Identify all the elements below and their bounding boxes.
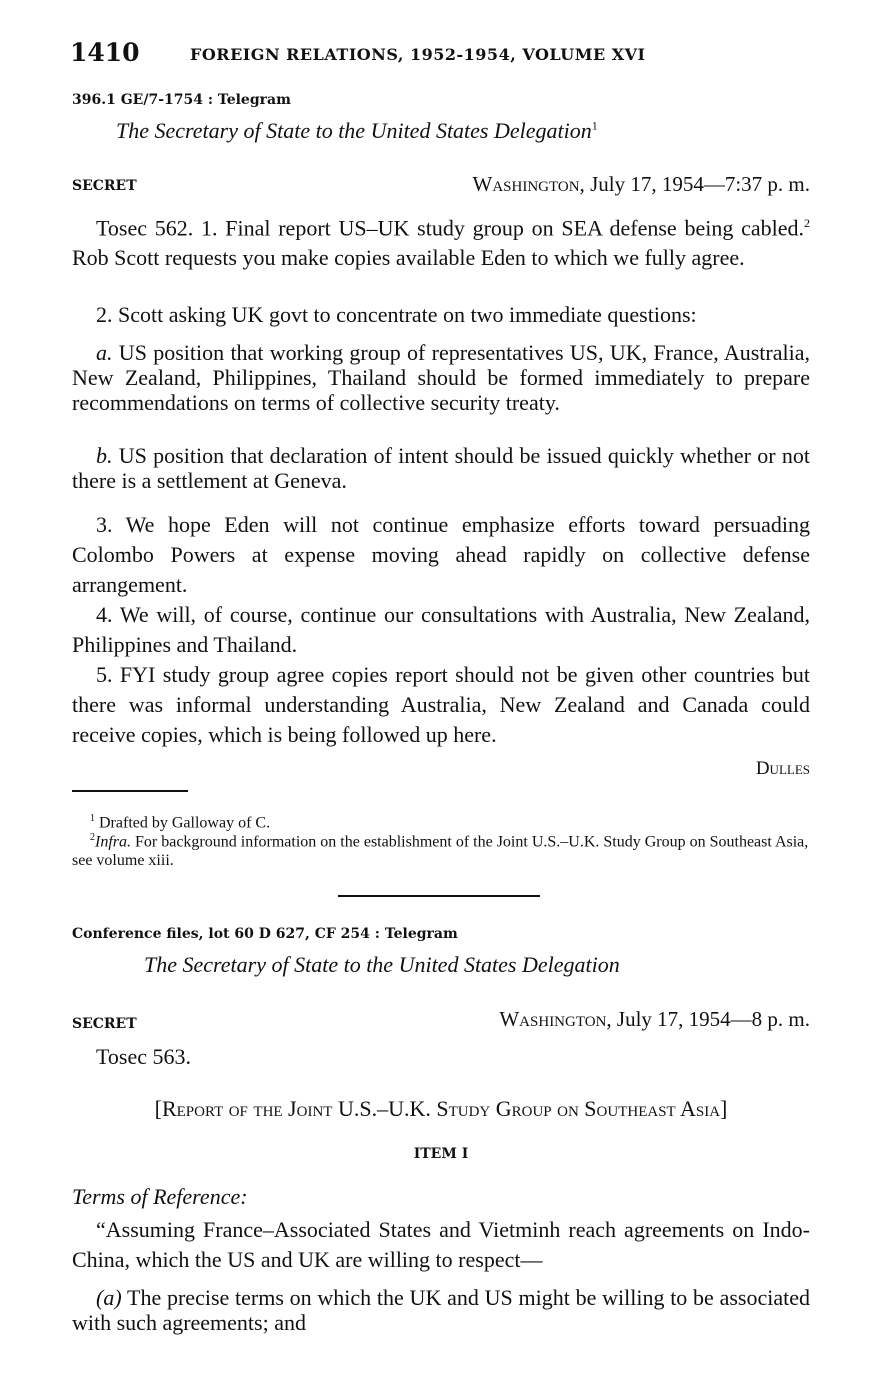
doc1-title-text: The Secretary of State to the United States Delegation <box>116 118 592 143</box>
doc1-signature: Dulles <box>755 758 810 779</box>
footnote-2-emphasis: Infra. <box>95 833 131 851</box>
footnote-2 <box>72 828 810 870</box>
section-divider <box>338 895 540 897</box>
running-title: FOREIGN RELATIONS, 1952-1954, VOLUME XVI <box>190 45 646 64</box>
footnote-2-text: For background information on the establishment of the Joint U.S.–U.K. Study Group on Southeast Asia, see volume xiii. <box>72 833 809 870</box>
doc1-p1-part-b: Rob Scott requests you make copies available Eden to which we fully agree. <box>72 245 745 271</box>
footnote-1-mark: 1 <box>90 813 95 824</box>
doc2-classification: SECRET <box>72 1016 137 1032</box>
doc1-paragraph-5: 5. FYI study group agree copies report should not be given other countries but there was informal understanding Australia, New Zealand and Canada could receive copies, which is being followed up here. <box>72 662 810 747</box>
footnote-2-mark: 2 <box>90 832 95 843</box>
doc1-paragraph-a <box>72 340 810 415</box>
doc1-title <box>116 118 598 144</box>
report-heading: [Report of the Joint U.S.–U.K. Study Group on Southeast Asia] <box>154 1096 728 1121</box>
terms-pa-text: The precise terms on which the UK and US might be willing to be associated with such agreements; and <box>72 1285 810 1335</box>
terms-pa-label: (a) <box>96 1285 122 1310</box>
doc1-dateline-place: Washington, <box>472 172 585 196</box>
doc1-p1-footnote-mark: 2 <box>804 216 810 230</box>
footnote-rule <box>72 790 188 792</box>
doc1-pb-label: b. <box>96 443 113 468</box>
doc2-dateline <box>499 1007 810 1032</box>
doc1-source: 396.1 GE/7-1754 : Telegram <box>72 92 291 108</box>
doc1-paragraph-4: 4. We will, of course, continue our consultations with Australia, New Zealand, Philippines and Thailand. <box>72 602 810 657</box>
doc2-source: Conference files, lot 60 D 627, CF 254 : Telegram <box>72 926 458 942</box>
doc2-tosec: Tosec 563. <box>96 1044 191 1069</box>
doc1-p1-part-a: Tosec 562. 1. Final report US–UK study group on SEA defense being cabled. <box>96 215 804 241</box>
doc2-dateline-date: July 17, 1954—8 p. m. <box>616 1007 810 1031</box>
footnote-1-text: Drafted by Galloway of C. <box>95 814 271 832</box>
doc1-paragraph-2: 2. Scott asking UK govt to concentrate on two immediate questions: <box>96 302 697 327</box>
item-heading: ITEM I <box>413 1146 469 1162</box>
doc1-pb-text: US position that declaration of intent should be issued quickly whether or not there is a settlement at Geneva. <box>72 443 810 493</box>
doc1-dateline <box>473 172 810 197</box>
doc1-paragraph-1 <box>72 208 810 273</box>
terms-heading: Terms of Reference: <box>72 1184 248 1209</box>
doc1-pa-text: US position that working group of representatives US, UK, France, Australia, New Zealand, Philippines, Thailand should be formed immediately to prepare recommendations on terms of collective security treaty. <box>72 340 810 415</box>
doc1-paragraph-3: 3. We hope Eden will not continue emphasize efforts toward persuading Colombo Powers at expense moving ahead rapidly on collective defense arrangement. <box>72 512 810 597</box>
doc2-title: The Secretary of State to the United States Delegation <box>144 952 620 977</box>
doc1-title-footnote-mark: 1 <box>591 118 598 133</box>
page-number: 1410 <box>70 38 140 67</box>
doc1-paragraph-b <box>72 443 810 493</box>
doc1-dateline-date: July 17, 1954—7:37 p. m. <box>590 172 810 196</box>
doc1-classification: SECRET <box>72 178 137 194</box>
doc1-pa-label: a. <box>96 340 113 365</box>
terms-paragraph-a <box>72 1285 810 1335</box>
terms-paragraph-1: “Assuming France–Associated States and Vietminh reach agreements on Indo-China, which the US and UK are willing to respect— <box>72 1217 810 1272</box>
doc2-dateline-place: Washington, <box>499 1007 612 1031</box>
